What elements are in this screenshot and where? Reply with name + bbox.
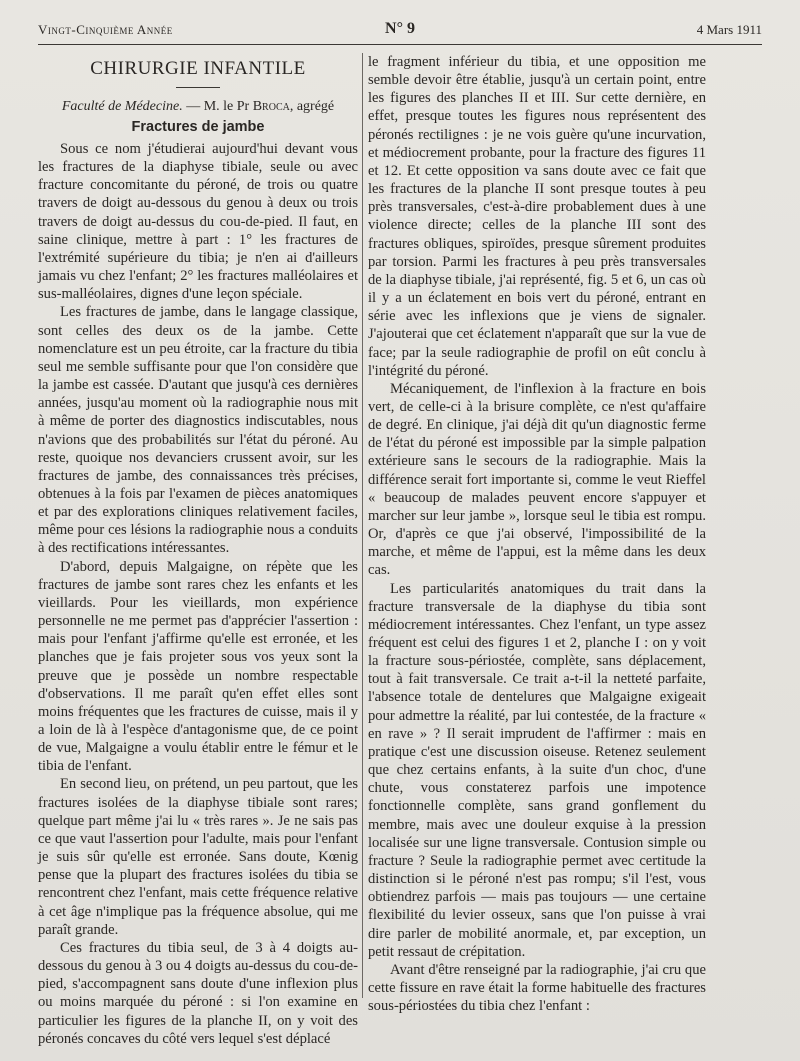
paragraph: Ces fractures du tibia seul, de 3 à 4 doigts au-dessous du genou à 3 ou 4 doigts au-dessus du cou-de-pied, s'accompagnent sans doute d'une inflexion plus ou moins marquée du péroné : si l'on examine en particulier les figures de la planche II, on y voit des péronés concaves du côté vers lequel s'est déplacé [38,939,358,1047]
paragraph: D'abord, depuis Malgaigne, on répète que les fractures de jambe sont rares chez les enfants et les vieillards. Pour les vieillards, mon expérience personnelle ne me permet pas d'apprécier l'assertion : mais pour l'enfant j'affirme qu'elle est erronée, et les planches que je fais projeter sous vos yeux sont la preuve que je possède un nombre respectable d'observations. Il me paraît qu'en effet elles sont moins fréquentes que les fractures de cuisse, mais il y a loin de là à l'espèce d'antagonisme que, de ce point de vue, Malgaigne a voulu établir entre le fémur et le tibia de l'enfant. [38,558,358,775]
column-divider [362,53,363,998]
section-title: CHIRURGIE INFANTILE [90,58,306,79]
author-suffix: , agrégé [289,99,335,114]
issue-number: N° 9 [385,20,415,37]
byline [38,98,358,116]
paragraph: Les particularités anatomiques du trait dans la fracture transversale de la diaphyse du tibia sont médiocrement intéressantes. Chez l'enfant, un type assez fréquent est celui des figures 1 et 2, planche I : on y voit la fracture sous-périostée, complète, sans déplacement, tout à fait transversale. Ce trait a-t-il la netteté parfaite, l'absence totale de dentelures que Malgaigne exigeait pour admettre la réalité, par lui contestée, de la fracture « en rave » ? Il serait imprudent de l'affirmer : mais en pratique c'est une discussion oiseuse. Retenez seulement que chez certains enfants, à la suite d'un choc, d'une chute, vous constaterez parfois une impotence fonctionnelle complète, sans grand gonflement du membre, mais avec une douleur exquise à la pression localisée sur une ligne transversale. Contusion simple ou fracture ? Seule la radiographie permet avec certitude la distinction si le péroné n'est pas rompu; s'il l'est, vous obtiendrez parfois — mais pas toujours — une certaine flexibilité du levier osseux, sans que l'on puisse à vrai dire parler de mobilité anormale, et, par exception, un petit ressaut de crépitation. [368,580,706,960]
paragraph: Mécaniquement, de l'inflexion à la fracture en bois vert, de celle-ci à la brisure complète, ce n'est qu'affaire de degré. En clinique, j'ai déjà dit qu'un diagnostic ferme de l'état du péroné est impossible par la simple palpation extérieure sans le secours de la radiographie. Mais la différence serait fort importante si, comme le veut Rieffel « beaucoup de malades peuvent encore s'appuyer et marcher sur leur jambe », lorsque seul le tibia est rompu. Or, d'après ce que j'ai observé, l'impossibilité de la marche, et même de l'appui, est la même dans les deux cas. [368,380,706,579]
running-header [38,20,762,42]
paragraph-continued: le fragment inférieur du tibia, et une opposition me semble devoir être établie, jusqu'à un certain point, entre les figures des planches II et III. Sur cette dernière, en effet, presque toutes les figures nous représentent des péronés rectilignes : je ne vois guère qu'une incurvation, et médiocrement probante, pour la fracture des figures 11 et 12. Et cette opposition va sans doute avec ce fait que les fractures de la planche II sont presque toutes à peu près transversales, c'est-à-dire probablement dues à une violence directe; celles de la planche III sont des fractures obliques, spiroïdes, presque sûrement produites par torsion. Parmi les fractures à peu près transversales de la diaphyse tibiale, j'ai représenté, fig. 5 et 6, un cas où il y a un éclatement en bois vert du péroné, entrant en série avec les inflexions que je viens de signaler. J'ajouterai que cet éclatement n'apparaît que sur la vue de face; par la seule radiographie de profil on eût conclu à l'intégrité du péroné. [368,54,706,379]
author-name: Broca [252,99,290,114]
author-prefix: — M. le Pr [182,99,253,114]
volume-year: Vingt-Cinquième Année [38,22,173,37]
issue-date: 4 Mars 1911 [696,22,762,37]
article-title: Fractures de jambe [131,119,265,135]
left-column [38,53,358,1048]
paragraph: En second lieu, on prétend, un peu partout, que les fractures isolées de la diaphyse tibiale sont rares; quelque part même j'ai lu « très rares ». Je ne sais pas ce que vaut l'assertion pour l'adulte, mais pour l'enfant je suis sûr qu'elle est erronée. Sans doute, Kœnig pense que la plupart des fractures isolées du tibia se rencontrent chez l'enfant, mais cette fréquence relative à cet âge n'implique pas la fréquence absolue, qui me paraît grande. [38,776,358,938]
faculty-name: Faculté de Médecine. [61,99,183,114]
right-column [368,53,706,1015]
paragraph: Les fractures de jambe, dans le langage classique, sont celles des deux os de la jambe. Cette nomenclature est un peu étroite, car la fracture du tibia seul me semble suffisante pour que l'on considère que la jambe est cassée. D'autant que jusqu'à ces dernières années, jusqu'au moment où la radiographie nous mit à même de porter des diagnostics indiscutables, nous n'avions que des probabilités sur l'état du péroné. Au reste, quoique nos devanciers crussent avoir, sur les fractures de jambe, des connaissances très précises, obtenues à la fois par l'examen de pièces anatomiques et par des explorations cliniques relativement faciles, même pour ces lésions la radiographie nous a conduits à des rectifications intéressantes. [38,304,358,557]
paragraph: Sous ce nom j'étudierai aujourd'hui devant vous les fractures de la diaphyse tibiale, seule ou avec fracture concomitante du péroné, de trois ou quatre travers de doigt au-dessous du genou à deux ou trois travers de doigt au-dessus du cou-de-pied. Il faut, en saine clinique, mettre à part : 1° les fractures de l'extrémité supérieure du tibia; je n'en ai d'ailleurs jamais vu chez l'enfant; 2° les fractures malléolaires et sus-malléolaires, dignes d'une leçon spéciale. [38,141,358,303]
title-rule [176,87,220,88]
paragraph: Avant d'être renseigné par la radiographie, j'ai cru que cette fissure en rave était la forme habituelle des fractures sous-périostées du tibia chez l'enfant : [368,961,706,1015]
header-rule [38,44,762,45]
